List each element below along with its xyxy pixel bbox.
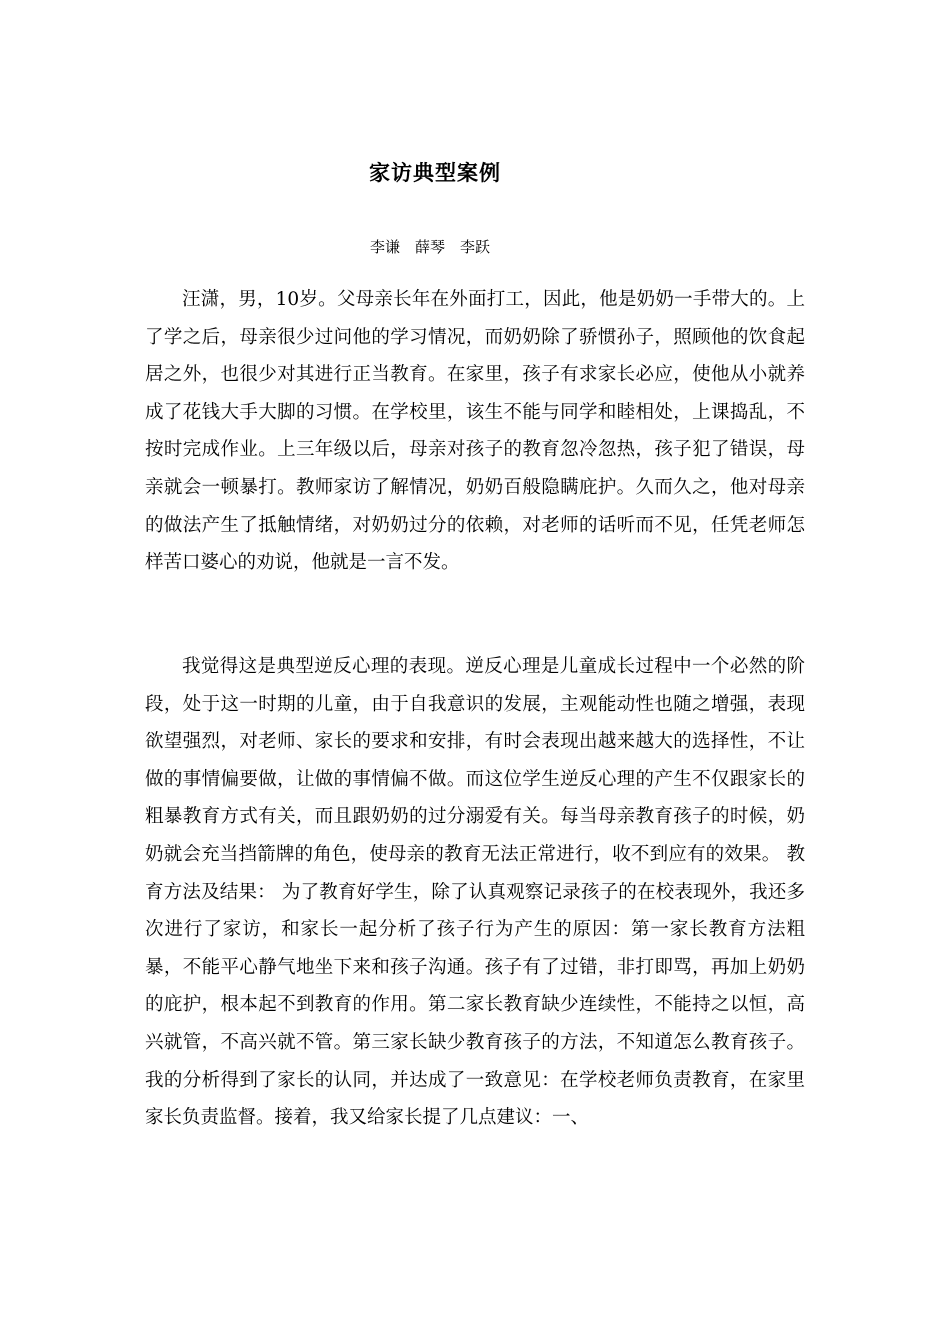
- document-title: 家访典型案例: [369, 161, 501, 185]
- paragraph-analysis: 我觉得这是典型逆反心理的表现。逆反心理是儿童成长过程中一个必然的阶段，处于这一时期的儿童，由于自我意识的发展，主观能动性也随之增强，表现欲望强烈，对老师、家长的要求和安排，有时会表现出越来越大的选择性，不让做的事情偏要做，让做的事情偏不做。而这位学生逆反心理的产生不仅跟家长的粗暴教育方式有关，而且跟奶奶的过分溺爱有关。每当母亲教育孩子的时候，奶奶就会充当挡箭牌的角色，使母亲的教育无法正常进行，收不到应有的效果。 教育方法及结果： 为了教育好学生，除了认真观察记录孩子的在校表现外，我还多次进行了家访，和家长一起分析了孩子行为产生的原因：第一家长教育方法粗暴，不能平心静气地坐下来和孩子沟通。孩子有了过错，非打即骂，再加上奶奶的庇护，根本起不到教育的作用。第二家长教育缺少连续性，不能持之以恒，高兴就管，不高兴就不管。第三家长缺少教育孩子的方法，不知道怎么教育孩子。我的分析得到了家长的认同，并达成了一致意见：在学校老师负责教育，在家里家长负责监督。接着，我又给家长提了几点建议：一、: [145, 656, 805, 1129]
- document-authors: 李谦 薛琴 李跃: [369, 238, 490, 256]
- paragraph-case-description: 汪潇，男，10岁。父母亲长年在外面打工，因此，他是奶奶一手带大的。上了学之后，母亲很少过问他的学习情况，而奶奶除了骄惯孙子，照顾他的饮食起居之外，也很少对其进行正当教育。在家里，孩子有求家长必应，使他从小就养成了花钱大手大脚的习惯。在学校里，该生不能与同学和睦相处，上课捣乱，不按时完成作业。上三年级以后，母亲对孩子的教育忽冷忽热，孩子犯了错误，母亲就会一顿暴打。教师家访了解情况，奶奶百般隐瞒庇护。久而久之，他对母亲的做法产生了抵触情绪，对奶奶过分的依赖，对老师的话听而不见，任凭老师怎样苦口婆心的劝说，他就是一言不发。: [145, 289, 805, 574]
